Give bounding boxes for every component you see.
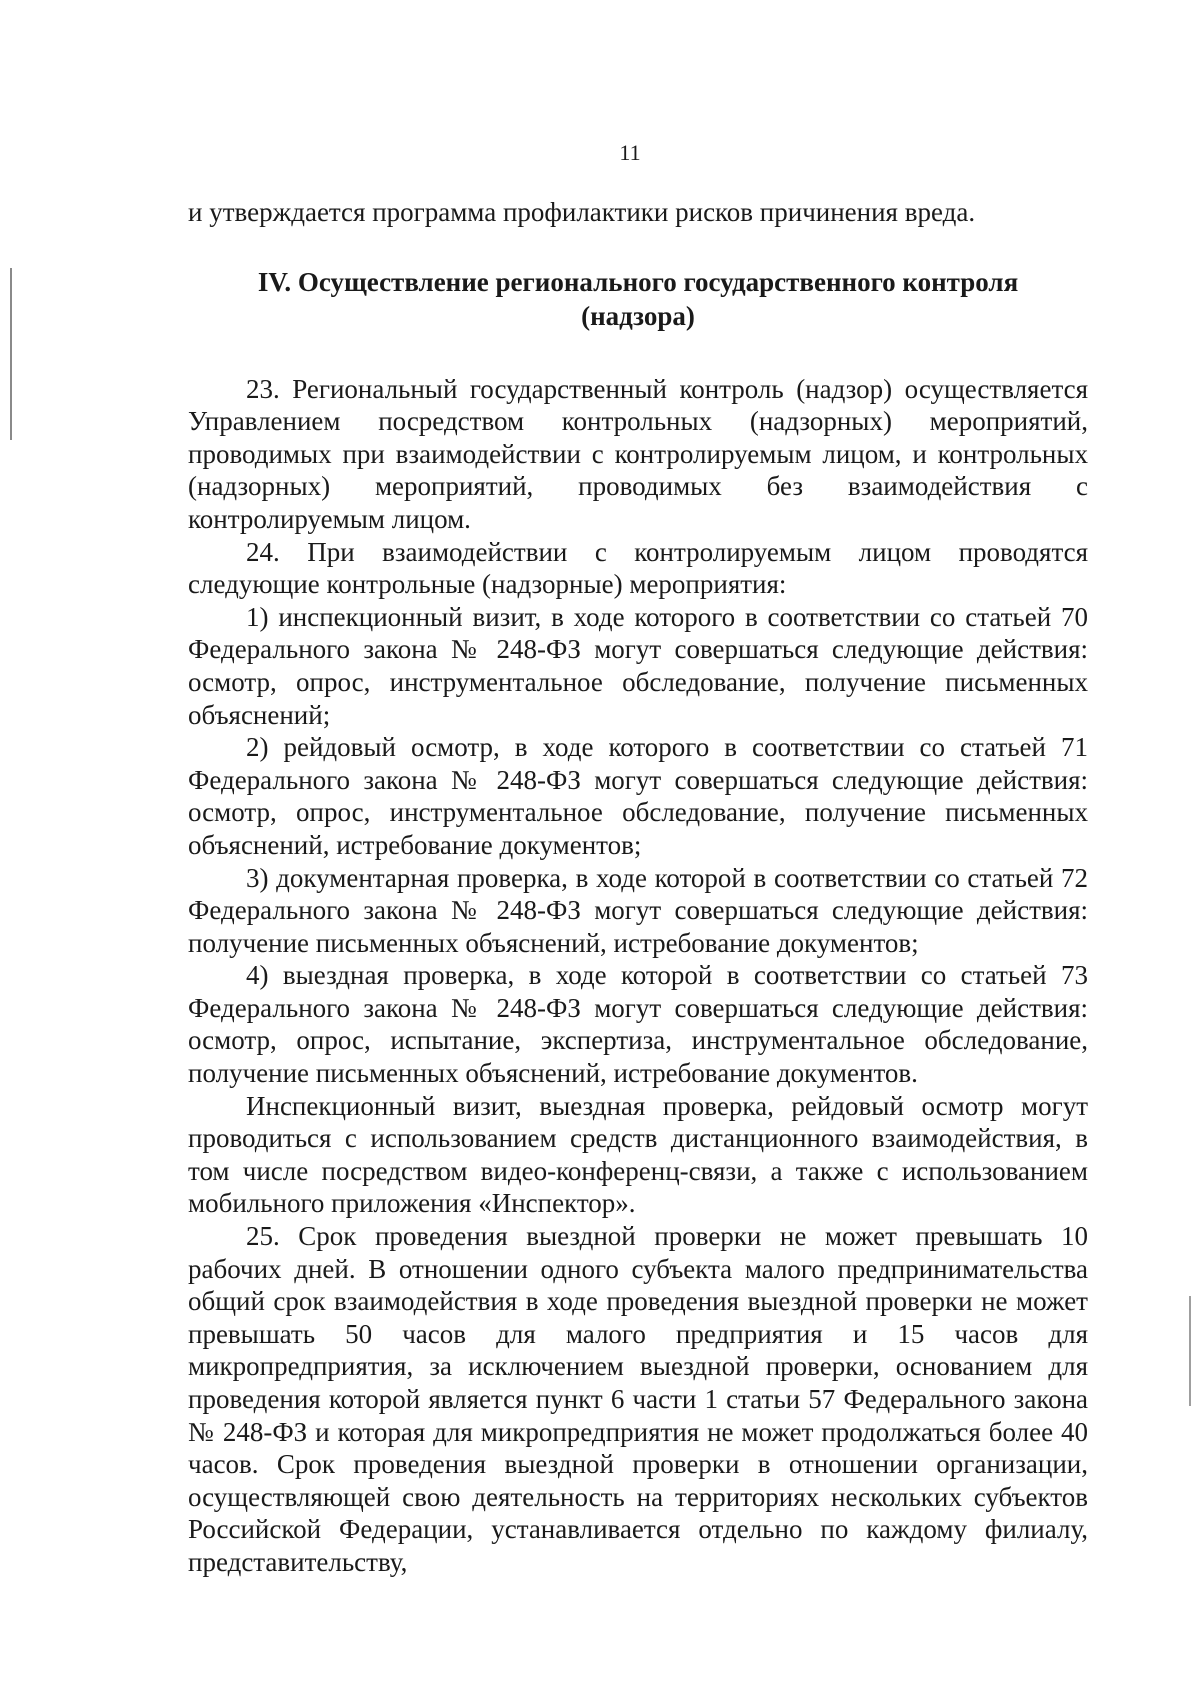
intro-line: и утверждается программа профилактики рисков причинения вреда. [188,197,976,227]
paragraph-24: 24. При взаимодействии с контролируемым лицом проводятся следующие контрольные (надзорные) мероприятия: [188,536,1088,600]
list-item-3: 3) документарная проверка, в ходе которой в соответствии со статьей 72 Федерального закона № 248-ФЗ могут совершаться следующие действия: получение письменных объяснений, истребование документов; [188,862,1088,958]
paragraph-23: 23. Региональный государственный контроль (надзор) осуществляется Управлением посредством контрольных (надзорных) мероприятий, проводимых при взаимодействии с контролируемым лицом, и контрольных (надзорных) мероприятий, проводимых без взаимодействия с контролируемым лицом. [188,373,1088,534]
scan-edge-mark-left [10,268,12,440]
paragraph-remote-interaction: Инспекционный визит, выездная проверка, рейдовый осмотр могут проводиться с использованием средств дистанционного взаимодействия, в том числе посредством видео-конференц-связи, а также с использованием мобильного приложения «Инспектор». [188,1090,1088,1219]
list-item-4: 4) выездная проверка, в ходе которой в соответствии со статьей 73 Федерального закона № 248-ФЗ могут совершаться следующие действия: осмотр, опрос, испытание, экспертиза, инструментальное обследование, получение письменных объяснений, истребование документов. [188,960,1088,1089]
list-item-2: 2) рейдовый осмотр, в ходе которого в соответствии со статьей 71 Федерального закона № 248-ФЗ могут совершаться следующие действия: осмотр, опрос, инструментальное обследование, получение письменных объяснений, истребование документов; [188,732,1088,860]
list-item-1: 1) инспекционный визит, в ходе которого в соответствии со статьей 70 Федерального закона № 248-ФЗ могут совершаться следующие действия: осмотр, опрос, инструментальное обследование, получение письменных объяснений; [188,601,1088,730]
section-heading [188,265,1088,333]
paragraph-25: 25. Срок проведения выездной проверки не может превышать 10 рабочих дней. В отношении одного субъекта малого предпринимательства общий срок взаимодействия в ходе проведения выездной проверки не может превышать 50 часов для малого предприятия и 15 часов для микропредприятия, за исключением выездной проверки, основанием для проведения которой является пункт 6 части 1 статьи 57 Федерального закона № 248-ФЗ и которая для микропредприятия не может продолжаться более 40 часов. Срок проведения выездной проверки в отношении организации, осуществляющей свою деятельность на территориях нескольких субъектов Российской Федерации, устанавливается отдельно по каждому филиалу, представительству, [188,1221,1088,1577]
section-heading-line-2: (надзора) [581,300,695,331]
scan-edge-mark-right [1189,1296,1191,1406]
document-body [188,196,1088,1579]
page-number: 11 [619,140,641,165]
section-heading-line-1: IV. Осуществление регионального государственного контроля [257,266,1019,297]
